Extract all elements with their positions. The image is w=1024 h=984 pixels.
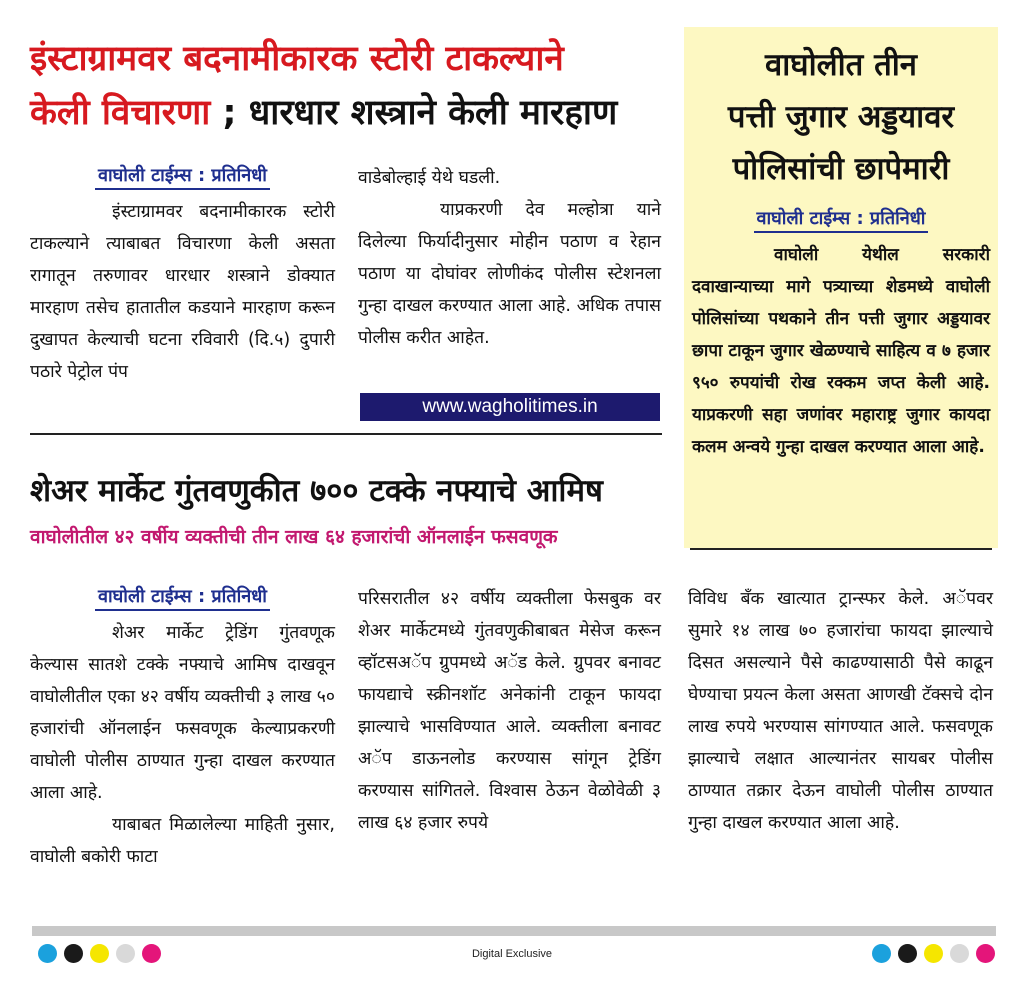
story3-column-3 [688,583,993,839]
story3-subheadline: वाघोलीतील ४२ वर्षीय व्यक्तीची तीन लाख ६४ हजारांची ऑनलाईन फसवणूक [30,526,558,548]
footer-dot-gray-right [950,944,969,963]
story1-col2-para2: याप्रकरणी देव मल्होत्रा याने दिलेल्या फिर्यादीनुसार मोहीन पठाण व रेहान पठाण या दोघांवर लोणीकंद पोलीस स्टेशनला गुन्हा दाखल करण्यात आला आहे. अधिक तपास पोलीस करीत आहेत. [358,200,661,348]
story1-bottom-rule [30,433,662,435]
story1-byline: वाघोली टाईम्स : प्रतिनिधी [95,164,270,190]
footer-label: Digital Exclusive [471,948,553,960]
story2-headline-line3: पोलिसांची छापेमारी [732,151,950,187]
footer-dot-cyan-left [38,944,57,963]
story1-col2-para1: वाडेबोल्हाई येथे घडली. [358,168,501,188]
footer-dot-cyan-right [872,944,891,963]
sidebar-box [684,27,998,548]
story3-col1-para1: शेअर मार्केट ट्रेडिंग गुंतवणूक केल्यास सातशे टक्के नफ्याचे आमिष दाखवून वाघोलीतील एका ४२ वर्षीय व्यक्तीची ३ लाख ५० हजारांची ऑनलाईन फसवणूक केल्याप्रकरणी वाघोली पोलीस ठाण्यात गुन्हा दाखल करण्यात आला आहे. [30,623,335,803]
story3-headline: शेअर मार्केट गुंतवणुकीत ७०० टक्के नफ्याचे आमिष [30,473,603,509]
footer-dot-yellow-left [90,944,109,963]
footer-dot-magenta-left [142,944,161,963]
story1-headline-red: केली विचारणा [30,93,211,133]
story3-col3-text: विविध बँक खात्यात ट्रान्स्फर केले. अॅपवर सुमारे १४ लाख ७० हजारांचा फायदा झाल्याचे दिसत असल्याने पैसे काढण्यासाठी पैसे काढून घेण्याचा प्रयत्न केला असता आणखी टॅक्सचे दोन लाख रुपये भरण्यास सांगण्यात आले. फसवणूक झाल्याचे लक्षात आल्यानंतर सायबर पोलीस ठाण्यात तक्रार देऊन वाघोली पोलीस ठाण्यात गुन्हा दाखल करण्यात आला आहे. [688,589,993,833]
story3-column-2 [358,583,661,839]
story3-byline: वाघोली टाईम्स : प्रतिनिधी [95,585,270,611]
footer-dot-black-right [898,944,917,963]
story1-column-1 [30,160,335,388]
story1-headline-line1: इंस्टाग्रामवर बदनामीकारक स्टोरी टाकल्याने [30,39,564,79]
story3-col2-text: परिसरातील ४२ वर्षीय व्यक्तीला फेसबुक वर शेअर मार्केटमध्ये गुंतवणुकीबाबत मेसेज करून व्हॉटसअॅप ग्रुपमध्ये अॅड केले. ग्रुपवर बनावट फायद्याचे स्क्रीनशॉट अनेकांनी टाकून फायदा झाल्याचे भासविण्यात आले. व्यक्तीला बनावट अॅप डाऊनलोड करण्यास सांगून ट्रेडिंग करण्यास सांगितले. विश्वास ठेऊन वेळोवेळी ३ लाख ६४ हजार रुपये [358,589,661,833]
footer-dot-magenta-right [976,944,995,963]
story2-byline: वाघोली टाईम्स : प्रतिनिधी [754,207,929,233]
footer-gray-bar [32,926,996,936]
story1-headline-line2 [30,93,618,133]
story1-column-2 [358,162,661,354]
footer-dot-black-left [64,944,83,963]
footer-dot-gray-left [116,944,135,963]
story2-body: वाघोली येथील सरकारी दवाखान्याच्या मागे पत्र्याच्या शेडमध्ये वाघोली पोलिसांच्या पथकाने तीन पत्ती जुगार अड्डयावर छापा टाकून जुगार खेळण्याचे साहित्य व ७ हजार ९५० रुपयांची रोख रक्कम जप्त केली आहे. याप्रकरणी सहा जणांवर महाराष्ट्र जुगार कायदा कलम अन्वये गुन्हा दाखल करण्यात आला आहे. [692,245,990,457]
story1-col1-text: इंस्टाग्रामवर बदनामीकारक स्टोरी टाकल्याने त्याबाबत विचारणा केली असता रागातून तरुणावर धारधार शस्त्राने डोक्यात मारहाण तसेच हातातील कडयाने मारहाण करून दुखापत केल्याची घटना रविवारी (दि.५) दुपारी पठारे पेट्रोल पंप [30,202,335,382]
website-banner: www.wagholitimes.in [360,393,660,421]
story2-column [692,203,990,463]
story3-col1-para2: याबाबत मिळालेल्या माहिती नुसार, वाघोली बकोरी फाटा [30,815,335,867]
story1-headline-black: ; धारधार शस्त्राने केली मारहाण [210,93,618,133]
story3-column-1 [30,581,335,873]
story2-headline [684,39,998,195]
story2-headline-line2: पत्ती जुगार अड्डयावर [727,99,955,135]
story2-headline-line1: वाघोलीत तीन [764,47,918,83]
footer-dot-yellow-right [924,944,943,963]
sidebar-bottom-rule [690,548,992,550]
